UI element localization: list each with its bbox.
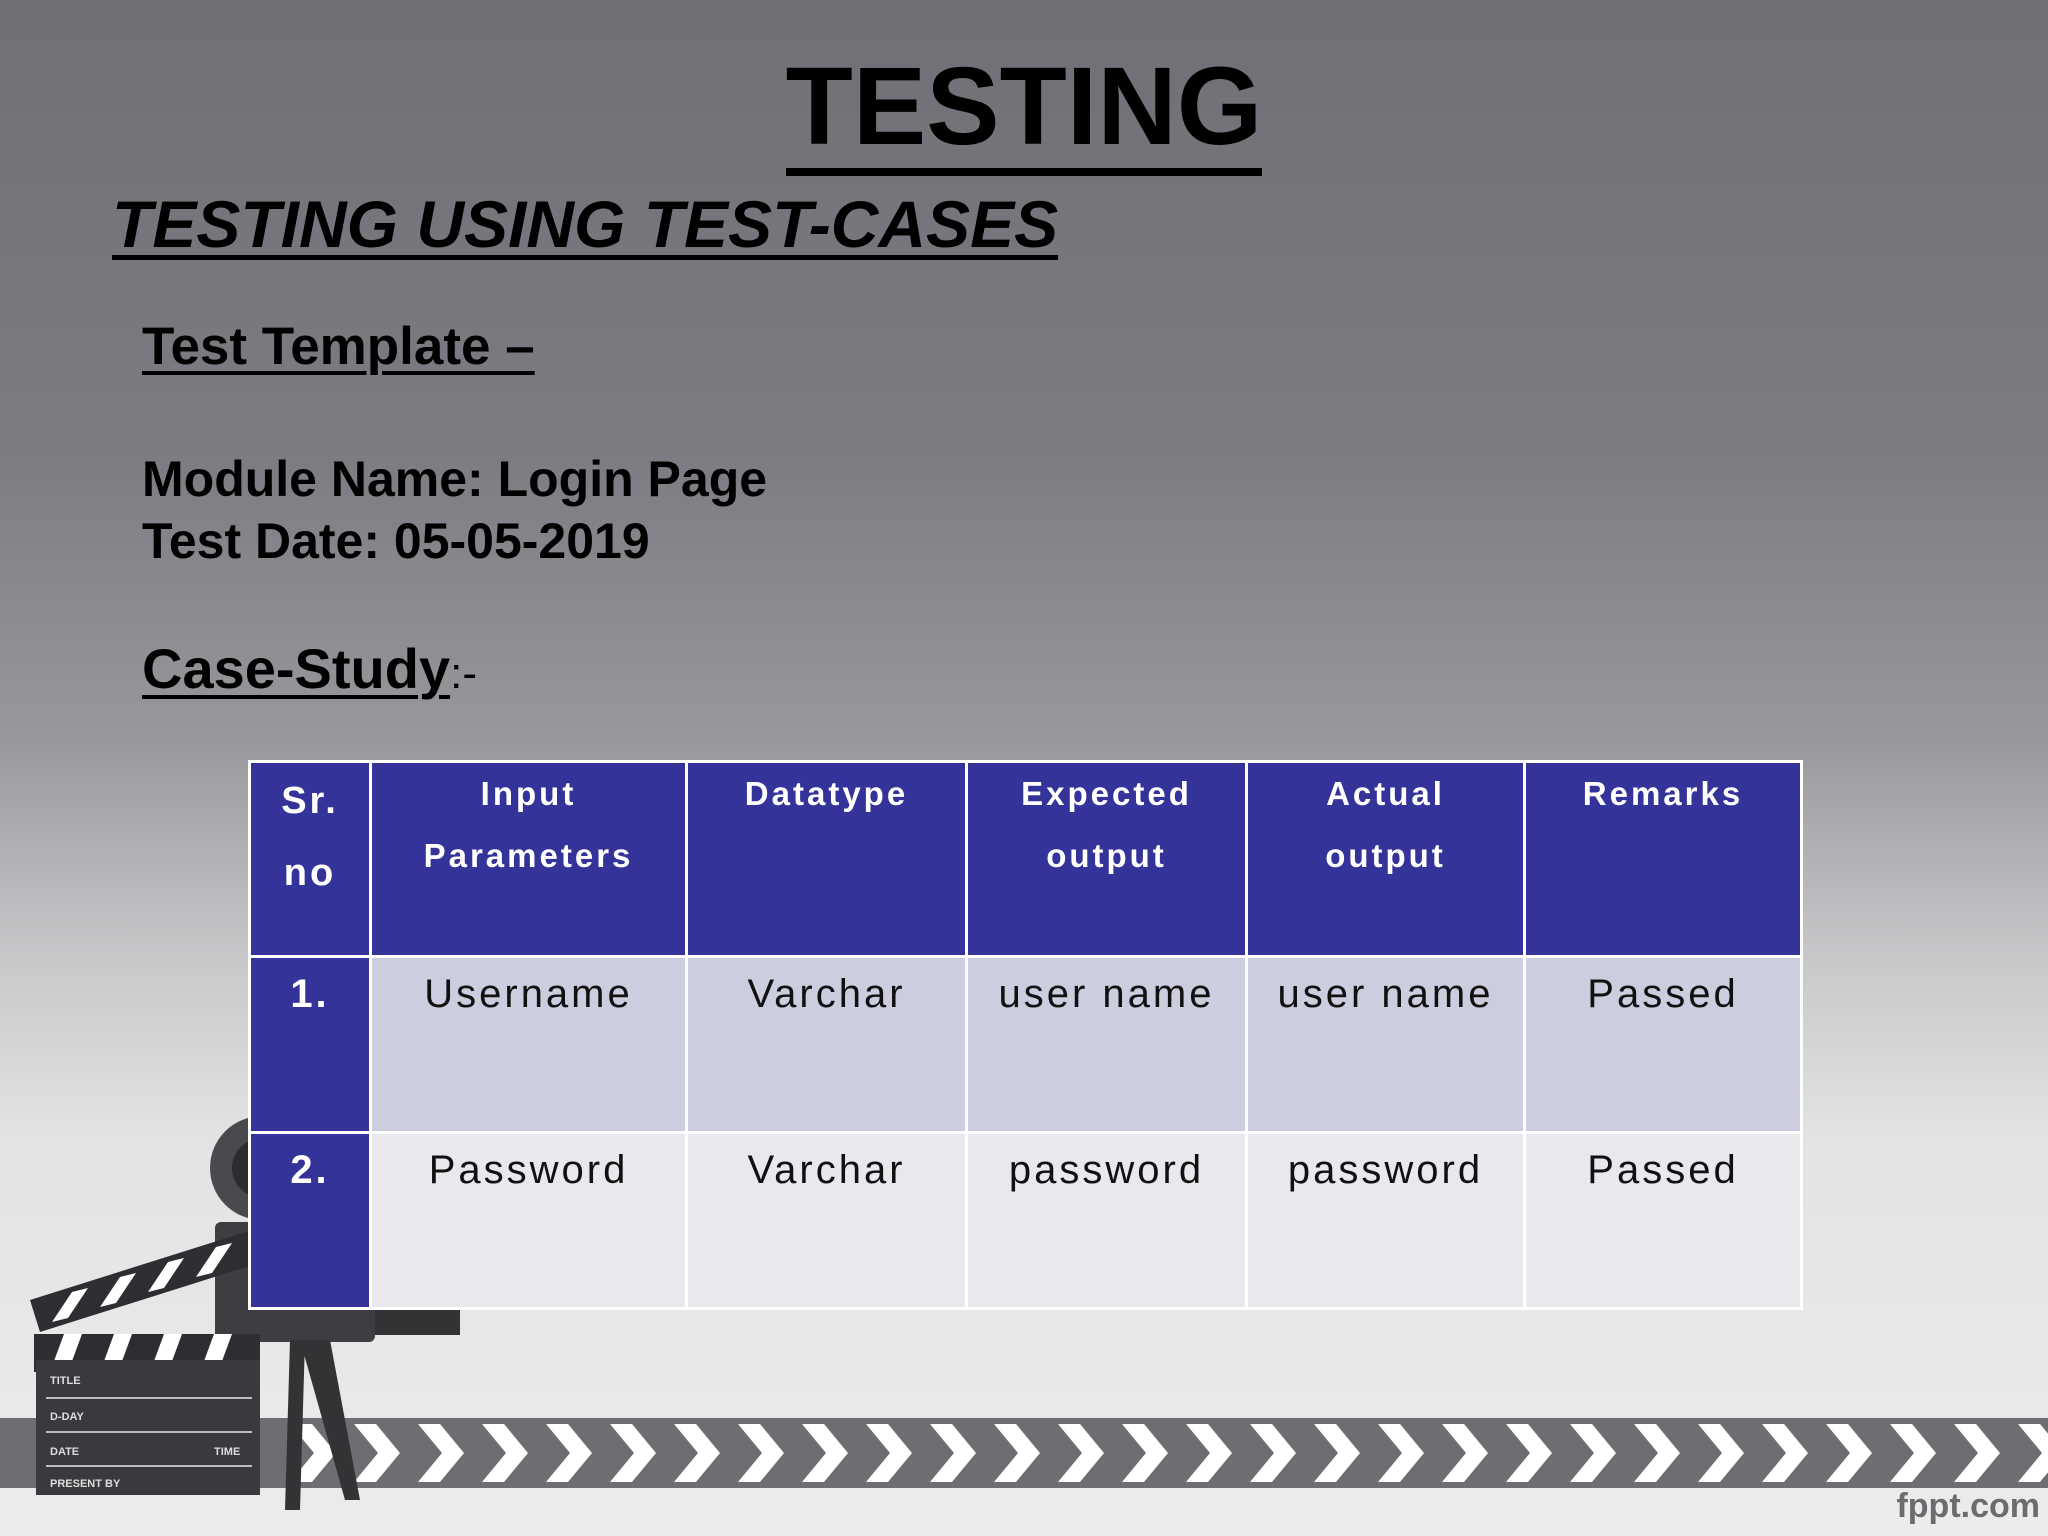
slide-subtitle: TESTING USING TEST-CASES (112, 187, 1059, 261)
table-cell-datatype: Varchar (687, 1133, 967, 1309)
header-datatype (687, 762, 967, 957)
table-row (250, 957, 1802, 1133)
clapper-dday-label: D-DAY (50, 1411, 84, 1423)
table-cell-actual: user name (1247, 957, 1525, 1133)
clapper-title-label: TITLE (50, 1375, 81, 1387)
header-line: Datatype (744, 775, 909, 812)
table-cell-datatype: Varchar (687, 957, 967, 1133)
table-header-row (250, 762, 1802, 957)
table-cell-remarks: Passed (1525, 1133, 1802, 1309)
test-case-table (248, 760, 1803, 1310)
table-cell-sr-no: 2. (250, 1133, 371, 1309)
slide-title (0, 45, 2048, 168)
table-row (250, 1133, 1802, 1309)
table-cell-actual: password (1247, 1133, 1525, 1309)
slide-title-text: TESTING (786, 45, 1263, 176)
test-template-label: Test Template – (142, 317, 535, 376)
table-cell-remarks: Passed (1525, 957, 1802, 1133)
brand-watermark: fppt.com (1896, 1487, 2040, 1525)
clapper-date-label: DATE (50, 1446, 80, 1458)
module-name-line: Module Name: Login Page (142, 451, 768, 507)
header-line: Remarks (1582, 775, 1744, 812)
table-cell-input: Password (371, 1133, 687, 1309)
clapper-time-label: TIME (214, 1446, 241, 1458)
header-line: output (1325, 837, 1446, 874)
header-expected-output (967, 762, 1247, 957)
header-line: output (1046, 837, 1167, 874)
clapper-presentby-label: PRESENT BY (50, 1478, 121, 1490)
header-line: Input (480, 775, 577, 812)
table-cell-input: Username (371, 957, 687, 1133)
header-line: Actual (1326, 775, 1445, 812)
header-line: Sr. (281, 780, 339, 822)
case-study-heading (142, 636, 477, 701)
case-study-suffix: :- (450, 649, 477, 698)
table-cell-expected: password (967, 1133, 1247, 1309)
clapperboard-icon (30, 1230, 262, 1495)
header-actual-output (1247, 762, 1525, 957)
header-line: Expected (1021, 775, 1192, 812)
case-study-label: Case-Study (142, 637, 451, 700)
header-input-parameters (371, 762, 687, 957)
header-line: Parameters (423, 837, 634, 874)
header-line: no (283, 852, 337, 894)
table-cell-expected: user name (967, 957, 1247, 1133)
header-sr-no (250, 762, 371, 957)
test-date-line: Test Date: 05-05-2019 (142, 513, 650, 569)
header-remarks (1525, 762, 1802, 957)
table-cell-sr-no: 1. (250, 957, 371, 1133)
